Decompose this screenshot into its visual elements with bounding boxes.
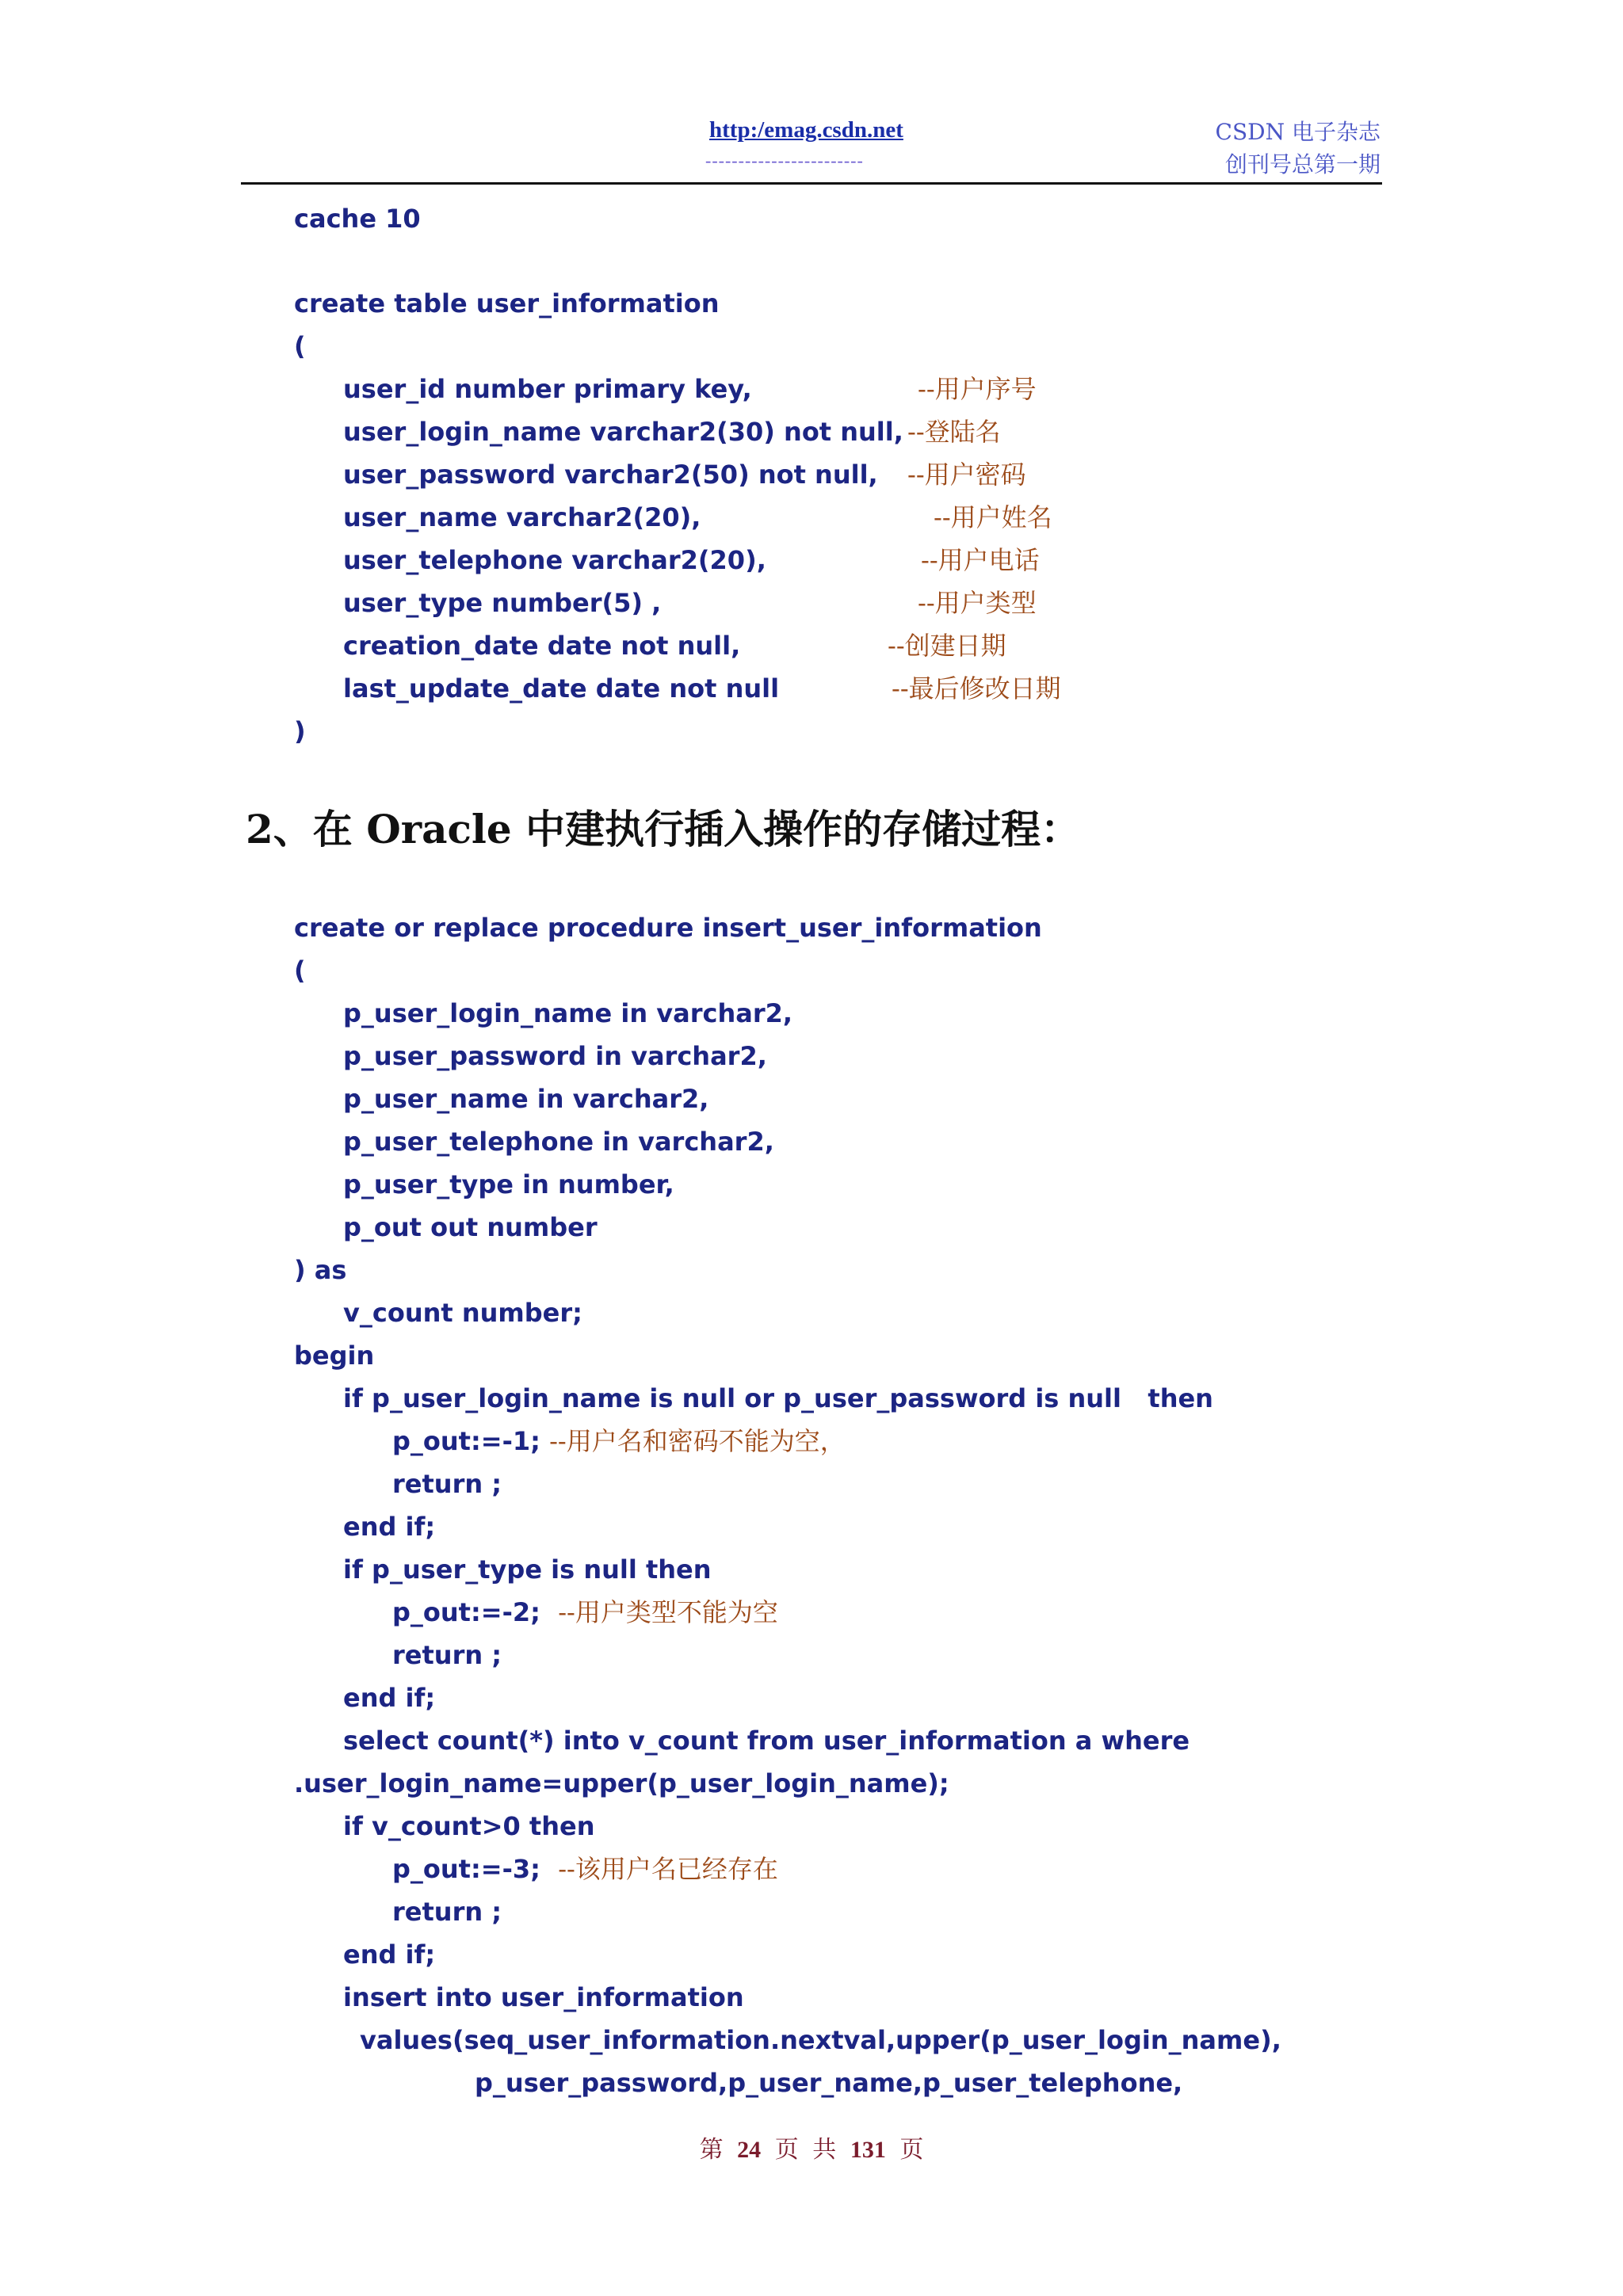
code-line: p_user_login_name in varchar2,	[343, 998, 793, 1028]
column-comment: --用户密码	[907, 460, 1026, 490]
magazine-name: CSDN 电子杂志	[1215, 119, 1381, 145]
code-statement: p_out:=-1;	[392, 1426, 540, 1456]
code-line: .user_login_name=upper(p_user_login_name);	[294, 1768, 949, 1798]
column-comment: --最后修改日期	[892, 673, 1061, 704]
footer-prefix: 第	[699, 2136, 724, 2164]
column-comment: --用户姓名	[934, 502, 1052, 532]
code-line: p_user_password in varchar2,	[343, 1041, 767, 1071]
code-line: v_count number;	[343, 1298, 582, 1328]
section-heading: 2、在 Oracle 中建执行插入操作的存储过程：	[246, 806, 1081, 852]
code-line: p_user_telephone in varchar2,	[343, 1127, 774, 1157]
footer-suffix: 页	[899, 2136, 924, 2164]
header-dashes: ------------------------	[705, 151, 864, 170]
header-magazine-info	[1216, 116, 1381, 181]
code-comment: --该用户名已经存在	[558, 1854, 778, 1884]
column-comment: --创建日期	[888, 631, 1006, 661]
code-line: create or replace procedure insert_user_information	[294, 913, 1042, 943]
column-comment: --登陆名	[907, 417, 1001, 447]
code-line: select count(*) into v_count from user_information a where	[343, 1726, 1190, 1756]
code-line: insert into user_information	[343, 1982, 744, 2012]
column-comment: --用户电话	[921, 545, 1040, 575]
code-statement: p_out:=-3;	[392, 1854, 540, 1884]
magazine-issue: 创刊号总第一期	[1224, 151, 1381, 177]
column-def: last_update_date date not null	[343, 673, 780, 704]
page-number: 24	[737, 2137, 762, 2163]
column-def: user_login_name varchar2(30) not null,	[343, 417, 903, 447]
header-url-link[interactable]: http:/emag.csdn.net	[709, 117, 903, 143]
column-def: user_id number primary key,	[343, 374, 752, 404]
code-line: if p_user_login_name is null or p_user_password is null then	[343, 1383, 1213, 1413]
code-line: values(seq_user_information.nextval,upper(p_user_login_name),	[360, 2025, 1281, 2055]
code-line: end if;	[343, 1512, 436, 1542]
footer-middle: 页 共	[774, 2136, 837, 2164]
column-comment: --用户序号	[918, 374, 1037, 404]
code-line: return ;	[392, 1469, 502, 1499]
code-line: end if;	[343, 1683, 436, 1713]
code-comment: --用户类型不能为空	[558, 1597, 778, 1627]
code-line: if p_user_type is null then	[343, 1554, 712, 1585]
column-def: user_telephone varchar2(20),	[343, 545, 766, 575]
code-line: create table user_information	[294, 288, 720, 318]
code-line: p_user_type in number,	[343, 1169, 674, 1199]
column-def: creation_date date not null,	[343, 631, 741, 661]
code-line: return ;	[392, 1897, 502, 1927]
code-line: end if;	[343, 1939, 436, 1970]
code-line: if v_count>0 then	[343, 1811, 595, 1841]
code-line: p_user_name in varchar2,	[343, 1084, 709, 1114]
code-line: p_user_password,p_user_name,p_user_telephone,	[475, 2068, 1183, 2098]
column-def: user_type number(5) ,	[343, 588, 662, 618]
code-line	[392, 1425, 846, 1457]
column-def: user_name varchar2(20),	[343, 502, 701, 532]
total-pages: 131	[850, 2137, 886, 2163]
code-line: (	[294, 955, 306, 986]
code-line	[392, 1853, 778, 1885]
code-line	[392, 1596, 778, 1628]
code-line: return ;	[392, 1640, 502, 1670]
code-statement: p_out:=-2;	[392, 1597, 540, 1627]
code-line: cache 10	[294, 204, 421, 234]
code-line: p_out out number	[343, 1212, 598, 1242]
column-comment: --用户类型	[918, 588, 1037, 618]
code-line: begin	[294, 1341, 375, 1371]
code-line: )	[294, 716, 306, 746]
page-footer	[0, 2130, 1623, 2164]
header-rule	[241, 182, 1382, 185]
code-comment: --用户名和密码不能为空，	[549, 1426, 846, 1456]
column-def: user_password varchar2(50) not null,	[343, 460, 878, 490]
code-line: ) as	[294, 1255, 347, 1285]
code-line: (	[294, 331, 306, 361]
